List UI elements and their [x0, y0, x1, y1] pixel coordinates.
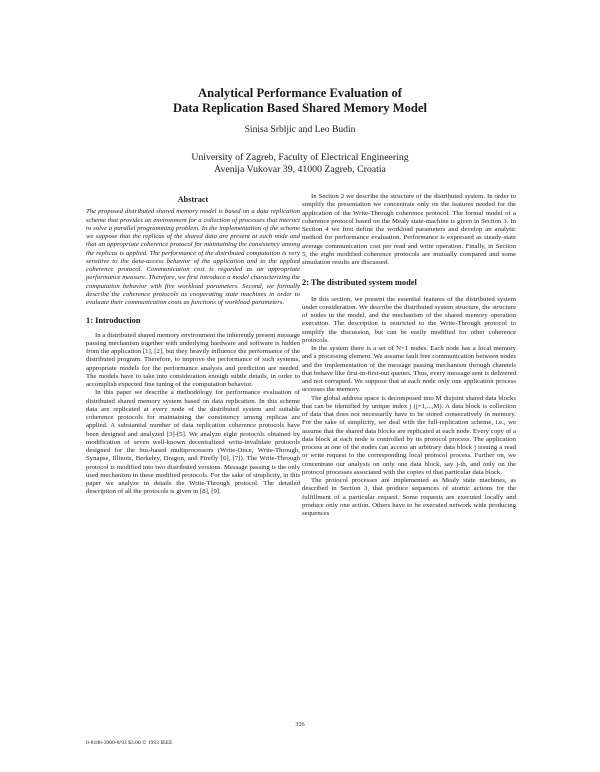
- system-paragraph-4: The protocol processes are implemented as Mealy state machines, as described in Section 3, that produce sequences of atomic actions for the fulfillment of a particular request. Some requests are executed locally and produce only one action. Others have to be executed network wide producing sequences: [302, 477, 516, 517]
- abstract-body: [86, 208, 300, 307]
- right-column: [302, 193, 516, 518]
- title-line-1: Analytical Performance Evaluation of: [198, 86, 402, 100]
- section-overview-paragraph: In Section 2 we describe the structure of the distributed system. In order to simplify the presentation we concentrate only on the features needed for the application of the Write-Through coherence protocol. The formal model of a coherence protocol based on the Mealy state-machine is given in Section 3. In Section 4 we first define the workload parameters and develop an analytic method for performance evaluation. Performance is expressed as steady-state average communication cost per read and write operation. Finally, in Section 5, the eight modified coherence protocols are mutually compared and some simulation results are discussed.: [302, 193, 516, 266]
- page-number: 326: [295, 721, 305, 728]
- intro-paragraph-2: In this paper we describe a methodology for performance evaluation of distributed shared memory system based on data replication. In this scheme data are replicated at every node of the distributed system and suitable coherence protocols for maintaining the consistency among replicas are applied. A substantial number of data replication coherence protocols have been designed and analyzed [3]-[5]. We analyze eight protocols obtained by modification of seven well-known decentralized write-invalidate protocols designed for the bus-based multiprocessors (Write-Once, Write-Through, Synapse, Illinois, Berkeley, Dragon, and Firefly [6], [7]). The Write-Through protocol is modified into two distributed versions. Message passing is the only used mechanism in these modified protocols. For the sake of simplicity, in this paper we analyze in details the Write-Through protocol. The detailed description of all the protocols is given in [8], [9].: [86, 389, 300, 496]
- system-paragraph-3: The global address space is decomposed into M disjoint shared data blocks that can be identified by unique index j (j=1,...,M). A data block is collection of data that does not necessarily have to be stored consecutively in memory. For the sake of simplicity, we deal with the full-replication scheme, i.e., we assume that the shared data blocks are replicated at each node. Every copy of a data block at each node is controlled by its protocol process. The application process at one of the nodes can access an arbitrary data block j issuing a read or write request to the corresponding local protocol process. Further on, we concentrate our analysis on only one data block, say j-th, and only on the protocol processes associated with the copies of that particular data block.: [302, 394, 516, 476]
- section-heading-introduction: 1: Introduction: [86, 316, 141, 326]
- affiliation: [0, 152, 600, 176]
- abstract-text: The proposed distributed shared memory model is based on a data replication scheme that provides an environment for a collection of processes that interact to solve a parallel programming problem. In the implementation of the scheme we suppose that the replicas of the shared data are present at each node and that an appropriate coherence protocol for maintaining the consistency among the replicas is applied. The performance of the distributed computation is very sensitive to the data-access behavior of the application and to the applied coherence protocol. Communication cost is regarded as an appropriate performance measure. Therefore, we first introduce a model characterizing the computation behavior with five workload parameters. Second, we formally describe the coherence protocols as cooperating state machines in order to evaluate their communication costs as functions of workload parameters.: [86, 208, 300, 306]
- section-heading-distributed-system: 2: The distributed system model: [302, 278, 417, 288]
- system-paragraph-2: In the system there is a set of N+1 nodes. Each node has a local memory and a processing element. We assume fault free communication between nodes and the implementation of the message passing mechanism through channels that behave like first-in-first-out queues. Thus, every message sent is delivered and not corrupted. We suppose that at each node only one application process accesses the memory.: [302, 345, 516, 394]
- system-paragraph-1: In this section, we present the essential features of the distributed system under consideration. We describe the distributed system structure, the structure of nodes in the model, and the mechanism of the shared memory operation execution. The description is restricted to the Write-Through protocol to simplify the discussion, but can be easily modified for other coherence protocols.: [302, 295, 516, 344]
- left-column: [86, 196, 300, 497]
- isbn-footer: 0-8186-3900-8/93 $3.00 © 1993 IEEE: [86, 740, 173, 746]
- intro-paragraph-1: In a distributed shared memory environment the inherently present message passing mechanism together with underlying hardware and software is hidden from the application [1], [2], but they heavily influence the performance of the distributed program. Therefore, to improve the performance of such systems, appropriate models for the performance analysis and prediction are needed. The models have to take into consideration enough subtle details, in order to accomplish expected fine tuning of the computation behavior.: [86, 331, 300, 388]
- authors: Sinisa Srbljic and Leo Budin: [244, 124, 356, 135]
- abstract-heading: Abstract: [177, 195, 209, 204]
- title-line-2: Data Replication Based Shared Memory Model: [172, 101, 428, 115]
- affiliation-line-2: Avenija Vukovar 39, 41000 Zagreb, Croatia: [214, 164, 386, 175]
- affiliation-line-1: University of Zagreb, Faculty of Electrical Engineering: [191, 152, 409, 163]
- paper-title: [0, 86, 600, 116]
